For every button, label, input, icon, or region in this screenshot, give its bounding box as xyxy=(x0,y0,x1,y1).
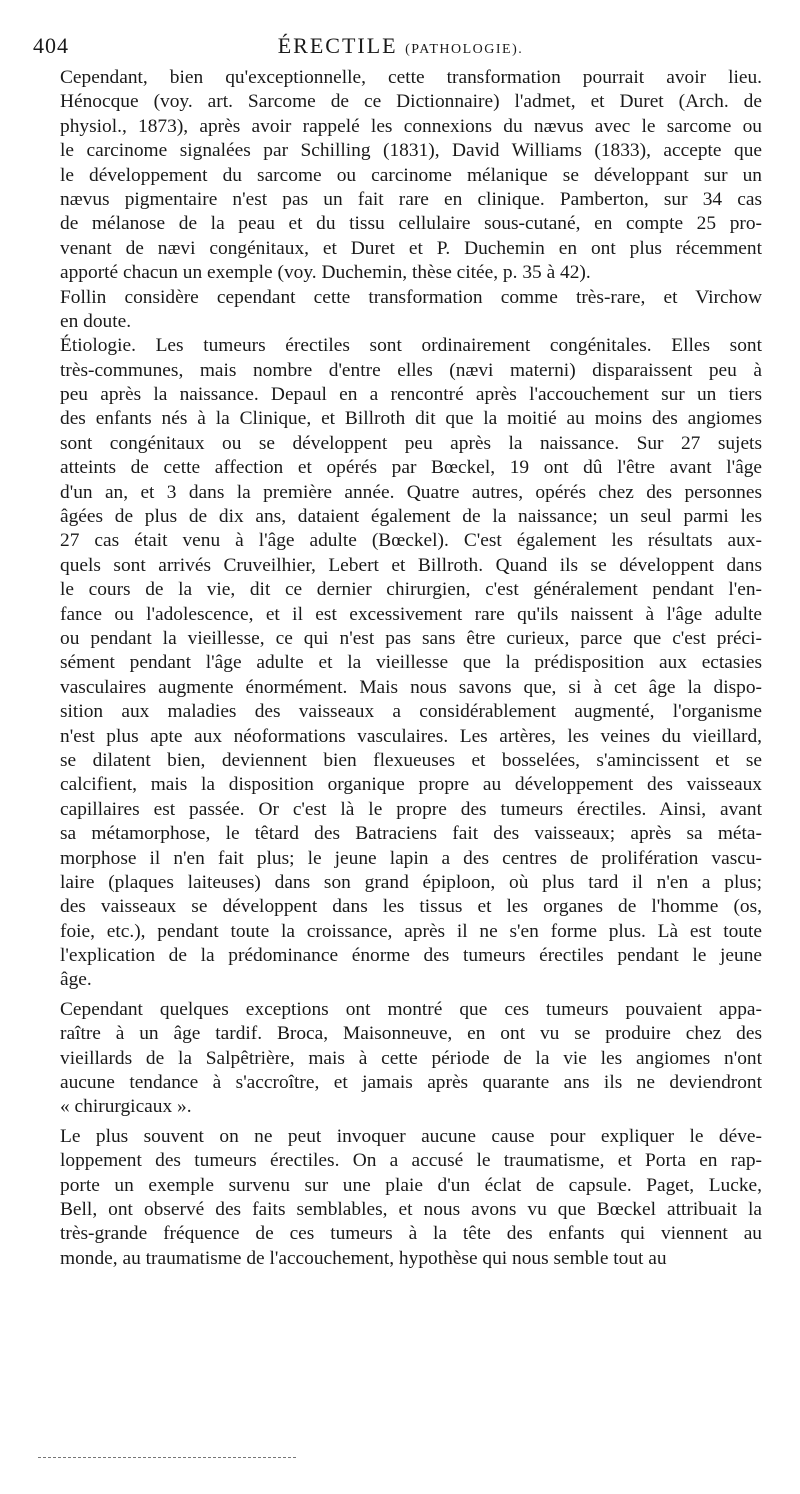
text-line: quels sont arrivés Cruveilhier, Lebert et Billroth. Quand ils se développent dans xyxy=(60,554,762,576)
text-line: des vaisseaux se développent dans les tissus et les organes de l'homme (os, xyxy=(60,896,762,918)
text-line: vieillards de la Salpêtrière, mais à cette période de la vie les angiomes n'ont xyxy=(60,1047,762,1069)
text-line: Cependant quelques exceptions ont montré que ces tumeurs pouvaient appa- xyxy=(60,998,762,1020)
text-line: Bell, ont observé des faits semblables, et nous avons vu que Bœckel attribuait la xyxy=(60,1198,762,1220)
body-text xyxy=(60,66,762,1271)
text-line: très-communes, mais nombre d'entre elles (nævi materni) disparaissent peu à xyxy=(60,359,762,381)
text-line: capillaires est passée. Or c'est là le propre des tumeurs érectiles. Ainsi, avant xyxy=(60,798,762,820)
paragraph xyxy=(60,286,762,335)
text-line: sont congénitaux ou se développent peu après la naissance. Sur 27 sujets xyxy=(60,432,762,454)
text-line: porte un exemple survenu sur une plaie d'un éclat de capsule. Paget, Lucke, xyxy=(60,1174,762,1196)
text-line: physiol., 1873), après avoir rappelé les connexions du nævus avec le sarcome ou xyxy=(60,115,762,137)
text-line: le carcinome signalées par Schilling (1831), David Williams (1833), accepte que xyxy=(60,140,762,162)
text-line: fance ou l'adolescence, et il est excessivement rare qu'ils naissent à l'âge adulte xyxy=(60,603,762,625)
running-header xyxy=(33,33,768,63)
page-number: 404 xyxy=(33,33,69,58)
text-line: aucune tendance à s'accroître, et jamais après quarante ans ils ne deviendront xyxy=(60,1072,762,1094)
text-line: très-grande fréquence de ces tumeurs à la tête des enfants qui viennent au xyxy=(60,1223,762,1245)
text-line: sa métamorphose, le têtard des Batraciens fait des vaisseaux; après sa méta- xyxy=(60,823,762,845)
text-line: nævus pigmentaire n'est pas un fait rare en clinique. Pamberton, sur 34 cas xyxy=(60,188,762,210)
text-line: vasculaires augmente énormément. Mais nous savons que, si à cet âge la dispo- xyxy=(60,676,762,698)
text-line: sément pendant l'âge adulte et la vieillesse que la prédisposition aux ectasies xyxy=(60,652,762,674)
text-line: Hénocque (voy. art. Sarcome de ce Dictionnaire) l'admet, et Duret (Arch. de xyxy=(60,91,762,113)
text-line: sition aux maladies des vaisseaux a considérablement augmenté, l'organisme xyxy=(60,701,762,723)
text-line: raître à un âge tardif. Broca, Maisonneuve, en ont vu se produire chez des xyxy=(60,1023,762,1045)
text-line: l'explication de la prédominance énorme des tumeurs érectiles pendant le jeune xyxy=(60,945,762,967)
text-line: le cours de la vie, dit ce dernier chirurgien, c'est généralement pendant l'en- xyxy=(60,579,762,601)
text-line: en doute. xyxy=(60,310,132,332)
text-line: se dilatent bien, deviennent bien flexueuses et bosselées, s'amincissent et se xyxy=(60,749,762,771)
text-line: de mélanose de la peau et du tissu cellulaire sous-cutané, en compte 25 pro- xyxy=(60,213,762,235)
text-line: le développement du sarcome ou carcinome mélanique se développant sur un xyxy=(60,164,762,186)
text-line: peu après la naissance. Depaul en a rencontré après l'accouchement sur un tiers xyxy=(60,384,762,406)
text-line: « chirurgicaux ». xyxy=(60,1096,192,1118)
paragraph xyxy=(60,334,762,993)
text-line: âgées de plus de dix ans, dataient également de la naissance; un seul parmi les xyxy=(60,506,762,528)
text-line: d'un an, et 3 dans la première année. Quatre autres, opérés chez des personnes xyxy=(60,481,762,503)
text-line: des enfants nés à la Clinique, et Billroth dit que la moitié au moins des angiomes xyxy=(60,408,762,430)
running-title-sub: (PATHOLOGIE). xyxy=(405,42,524,57)
text-line: Le plus souvent on ne peut invoquer aucune cause pour expliquer le déve- xyxy=(60,1125,762,1147)
text-line: calcifient, mais la disposition organique propre au développement des vaisseaux xyxy=(60,774,762,796)
paragraph xyxy=(60,998,762,1120)
text-line: ou pendant la vieillesse, ce qui n'est pas sans être curieux, parce que c'est préci- xyxy=(60,627,762,649)
text-line: âge. xyxy=(60,969,92,991)
text-line: monde, au traumatisme de l'accouchement, hypothèse qui nous semble tout au xyxy=(60,1247,667,1269)
running-title-main: ÉRECTILE xyxy=(277,33,398,58)
paragraph xyxy=(60,66,762,286)
text-line: 27 cas était venu à l'âge adulte (Bœckel). C'est également les résultats aux- xyxy=(60,530,762,552)
text-line: Étiologie. Les tumeurs érectiles sont ordinairement congénitales. Elles sont xyxy=(60,335,762,357)
text-line: n'est plus apte aux néoformations vasculaires. Les artères, les veines du vieillard, xyxy=(60,725,762,747)
text-line: loppement des tumeurs érectiles. On a accusé le traumatisme, et Porta en rap- xyxy=(60,1150,762,1172)
text-line: apporté chacun un exemple (voy. Duchemin, thèse citée, p. 35 à 42). xyxy=(60,262,591,284)
paragraph xyxy=(60,1125,762,1271)
text-line: laire (plaques laiteuses) dans son grand épiploon, où plus tard il n'en a plus; xyxy=(60,871,762,893)
text-line: Cependant, bien qu'exceptionnelle, cette transformation pourrait avoir lieu. xyxy=(60,67,762,88)
text-line: atteints de cette affection et opérés par Bœckel, 19 ont dû l'être avant l'âge xyxy=(60,457,762,479)
text-line: foie, etc.), pendant toute la croissance, après il ne s'en forme plus. Là est toute xyxy=(60,920,762,942)
text-line: venant de nævi congénitaux, et Duret et P. Duchemin en ont plus récemment xyxy=(60,237,762,259)
text-line: morphose il n'en fait plus; le jeune lapin a des centres de prolifération vascu- xyxy=(60,847,762,869)
footer-rule xyxy=(38,1457,296,1458)
running-title xyxy=(33,33,768,59)
text-line: Follin considère cependant cette transformation comme très-rare, et Virchow xyxy=(60,286,762,308)
